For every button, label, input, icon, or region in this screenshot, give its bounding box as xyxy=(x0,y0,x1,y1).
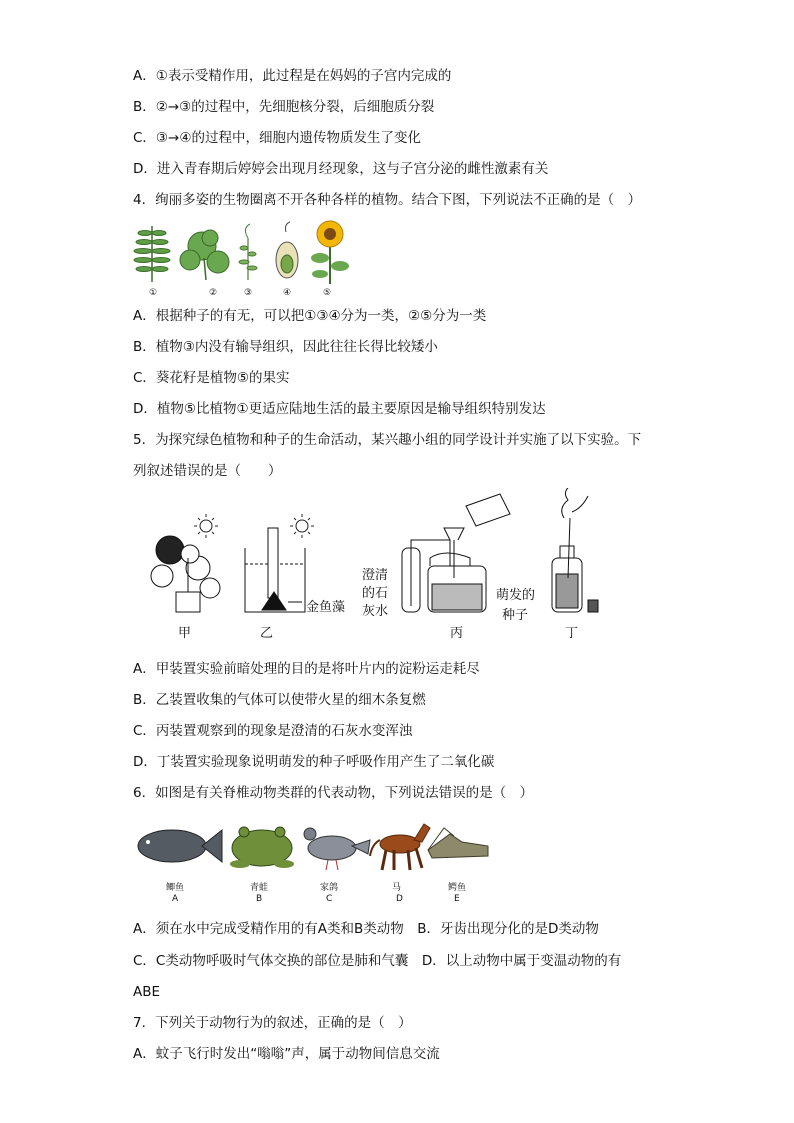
apparatus-label-yi: 乙 xyxy=(260,626,274,641)
option-3c: C．③→④的过程中，细胞内遗传物质发生了变化 xyxy=(133,130,421,146)
seed-icon xyxy=(276,222,298,278)
option-5d: D．丁装置实验现象说明萌发的种子呼吸作用产生了二氧化碳 xyxy=(133,754,495,770)
animal-name-c: 家鸽 xyxy=(320,883,339,893)
question-4: 4．绚丽多姿的生物圈离不开各种各样的植物。结合下图，下列说法不正确的是（ ） xyxy=(133,192,642,208)
moss-icon xyxy=(239,224,257,280)
sun-icon xyxy=(194,514,218,538)
lime-water-label-1: 澄清 xyxy=(362,568,389,583)
option-3d: D．进入青春期后婷婷会出现月经现象，这与子宫分泌的雌性激素有关 xyxy=(133,161,549,177)
option-4c: C．葵花籽是植物⑤的果实 xyxy=(133,370,290,386)
apparatus-label-ding: 丁 xyxy=(565,626,579,641)
horse-icon xyxy=(370,824,430,870)
animals-figure xyxy=(132,816,492,910)
option-7a: A．蚊子飞行时发出“嗡嗡”声，属于动物间信息交流 xyxy=(133,1046,440,1062)
plant-label-2: ② xyxy=(208,288,218,298)
option-4b: B．植物③内没有输导组织，因此往往长得比较矮小 xyxy=(133,339,438,355)
option-6cd: C．C类动物呼吸时气体交换的部位是肺和气囊 D．以上动物中属于变温动物的有 xyxy=(133,953,622,969)
plant-label-3: ③ xyxy=(243,288,253,298)
sunflower-icon xyxy=(311,221,349,284)
apparatus-label-bing: 丙 xyxy=(450,626,464,641)
round-leaf-plant-icon xyxy=(180,230,229,280)
plant-label-5: ⑤ xyxy=(322,288,332,298)
option-6cd-cont: ABE xyxy=(133,984,161,1000)
experiment-figure xyxy=(140,488,610,640)
option-4a: A．根据种子的有无，可以把①③④分为一类，②⑤分为一类 xyxy=(133,308,487,324)
option-3a: A．①表示受精作用，此过程是在妈妈的子宫内完成的 xyxy=(133,68,452,84)
question-7: 7．下列关于动物行为的叙述，正确的是（ ） xyxy=(133,1015,412,1031)
fish-icon xyxy=(138,830,222,862)
question-6: 6．如图是有关脊椎动物类群的代表动物，下列说法错误的是（ ） xyxy=(133,785,534,801)
animal-letter-a: A xyxy=(172,894,179,904)
lime-water-label-2: 的石 xyxy=(362,586,389,601)
animal-name-e: 鳄鱼 xyxy=(448,883,467,893)
potted-plant-icon xyxy=(151,536,220,612)
animal-name-b: 青蛙 xyxy=(250,883,269,893)
frog-icon xyxy=(230,827,294,868)
option-5b: B．乙装置收集的气体可以使带火星的细木条复燃 xyxy=(133,692,426,708)
crocodile-icon xyxy=(428,828,488,858)
animal-letter-e: E xyxy=(454,894,460,904)
goldfish-weed-label: 金鱼藻 xyxy=(306,600,346,615)
plants-figure xyxy=(130,218,360,300)
option-3b: B．②→③的过程中，先细胞核分裂，后细胞质分裂 xyxy=(133,99,435,115)
plant-label-4: ④ xyxy=(282,288,292,298)
animal-letter-c: C xyxy=(326,894,333,904)
animal-name-a: 鲫鱼 xyxy=(166,883,185,893)
option-5c: C．丙装置观察到的现象是澄清的石灰水变浑浊 xyxy=(133,723,413,739)
sun-icon-2 xyxy=(290,514,314,538)
fern-icon xyxy=(134,226,170,282)
seeds-label-2: 种子 xyxy=(502,608,529,623)
option-4d: D．植物⑤比植物①更适应陆地生活的最主要原因是输导组织特别发达 xyxy=(133,401,546,417)
plant-label-1: ① xyxy=(148,288,158,298)
lime-water-label-3: 灰水 xyxy=(362,604,389,619)
apparatus-label-jia: 甲 xyxy=(178,626,192,641)
beaker-icon xyxy=(245,528,305,612)
animal-letter-b: B xyxy=(256,894,263,904)
animal-letter-d: D xyxy=(396,894,403,904)
jar-apparatus-icon xyxy=(402,494,510,612)
bottle-icon xyxy=(552,488,598,612)
option-5a: A．甲装置实验前暗处理的目的是将叶片内的淀粉运走耗尽 xyxy=(133,661,480,677)
question-5-line-2: 列叙述错误的是（ ） xyxy=(133,463,282,479)
seeds-label-1: 萌发的 xyxy=(496,588,536,603)
question-5-line-1: 5．为探究绿色植物和种子的生命活动，某兴趣小组的同学设计并实施了以下实验。下 xyxy=(133,432,642,448)
pigeon-icon xyxy=(304,828,370,870)
animal-name-d: 马 xyxy=(392,883,402,893)
option-6ab: A．须在水中完成受精作用的有A类和B类动物 B．牙齿出现分化的是D类动物 xyxy=(133,921,599,937)
